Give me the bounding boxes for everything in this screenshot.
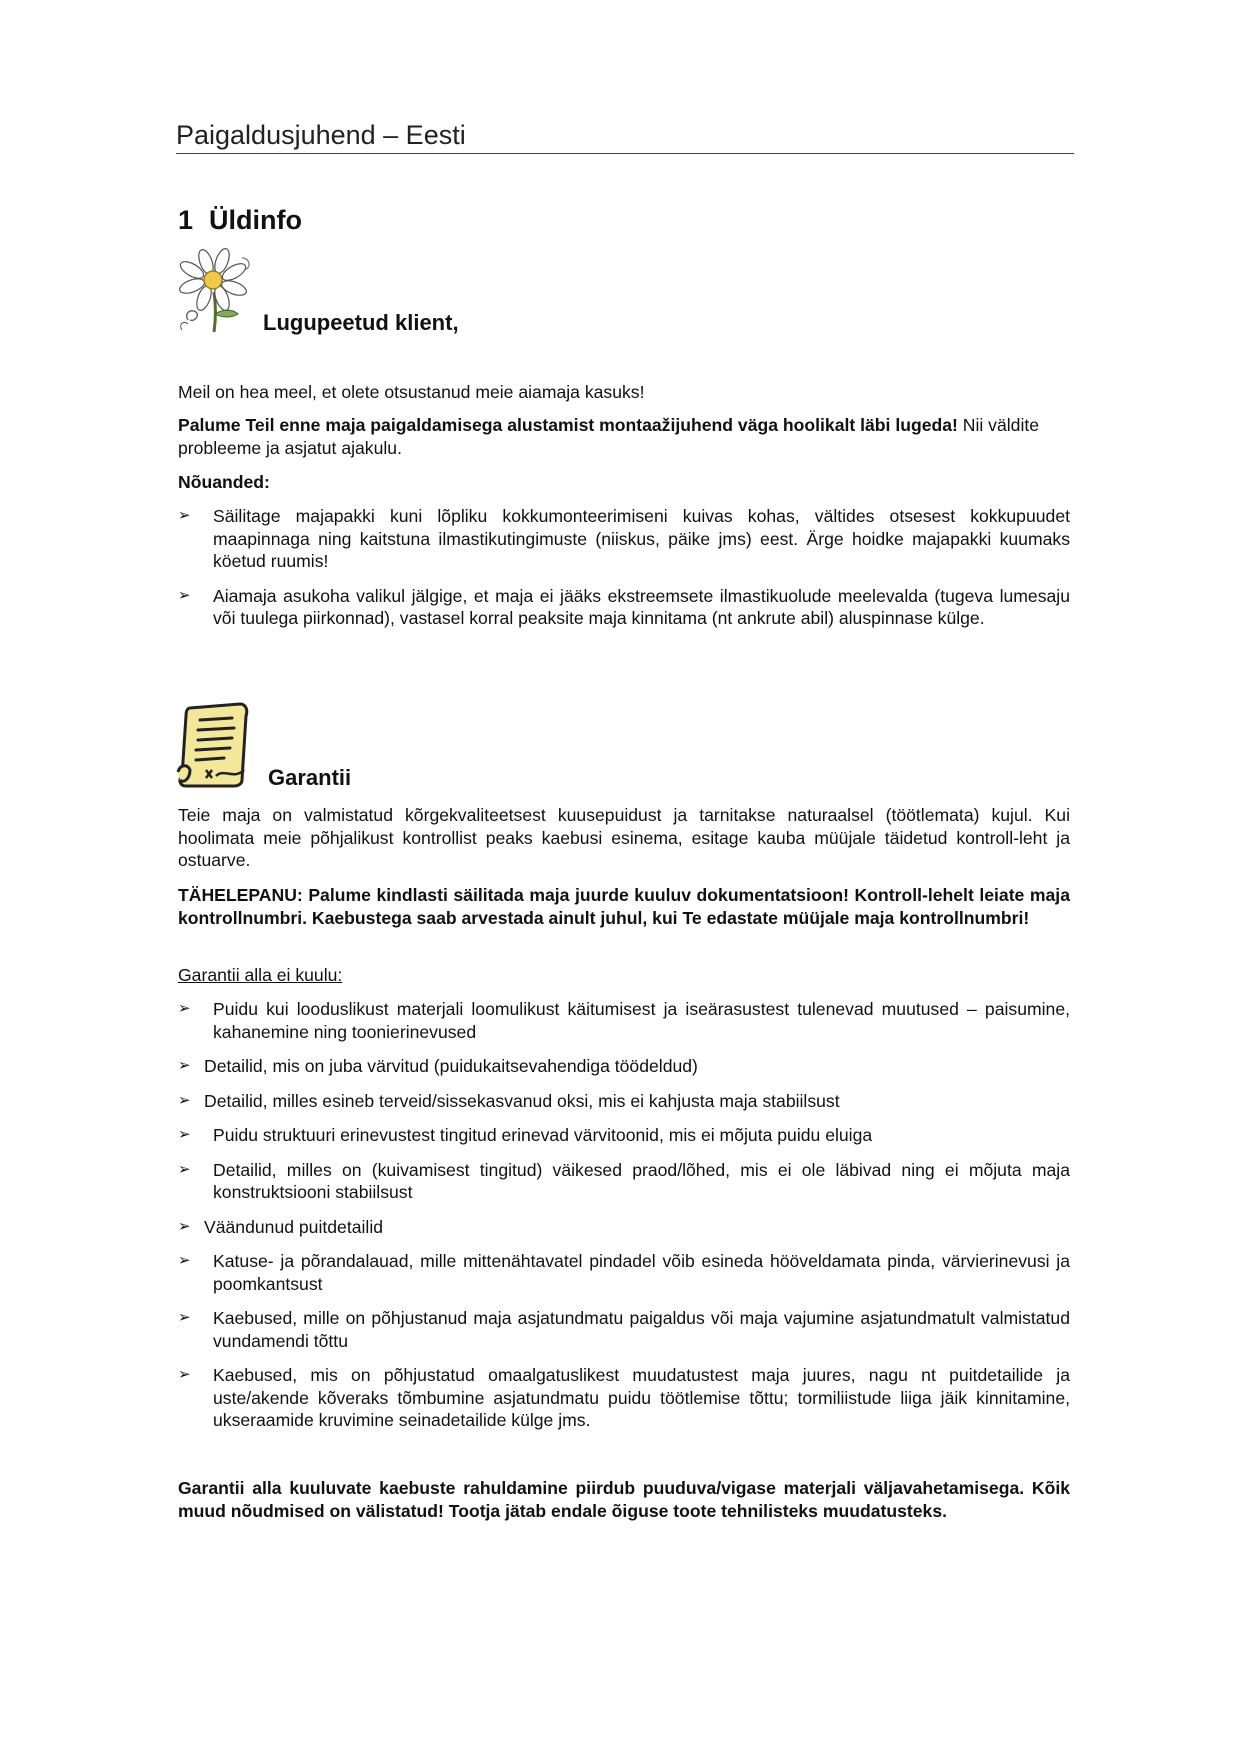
- list-item-text: Kaebused, mis on põhjustatud omaalgatuslikest muudatustest maja juures, nagu nt puitdetailide ja uste/akende kõveraks tõmbumine asjatundmatu puidu töötlemise tõttu; tormiliistude liiga jäik kinnitamine, ukseraamide kruvimine seinadetailide külge jms.: [213, 1365, 1070, 1430]
- section-heading: Üldinfo: [209, 205, 303, 235]
- intro-paragraph-2: [178, 414, 1070, 459]
- list-item: [178, 1364, 1070, 1432]
- arrow-bullet-icon: ➢: [178, 1252, 191, 1269]
- intro-paragraph-1: Meil on hea meel, et olete otsustanud meie aiamaja kasuks!: [178, 382, 645, 402]
- warranty-closing: Garantii alla kuuluvate kaebuste rahuldamine piirdub puuduva/vigase materjali väljavahetamisega. Kõik muud nõudmised on välistatud! Tootja jätab endale õiguse toote tehnilisteks muudatusteks.: [178, 1478, 1070, 1521]
- list-item: [178, 1216, 1070, 1239]
- list-item: [178, 1250, 1070, 1295]
- list-item-text: Puidu struktuuri erinevustest tingitud erinevad värvitoonid, mis ei mõjuta puidu eluiga: [213, 1125, 873, 1145]
- greeting: Lugupeetud klient,: [263, 310, 459, 335]
- document-scroll-icon: [176, 700, 260, 788]
- warranty-paragraph: Teie maja on valmistatud kõrgekvaliteetsest kuusepuidust ja tarnitakse naturaalsel (töötlemata) kujul. Kui hoolimata meie põhjalikust kontrollist peaks kaebusi esinema, esitage kauba müüjale täidetud kontroll-leht ja ostuarve.: [178, 805, 1070, 870]
- list-item: [178, 998, 1070, 1043]
- arrow-bullet-icon: ➢: [178, 1091, 191, 1109]
- page-header: Paigaldusjuhend – Eesti: [176, 120, 1074, 154]
- advice-heading: Nõuanded:: [178, 472, 270, 492]
- list-item: [178, 1055, 1070, 1078]
- warranty-title: Garantii: [268, 765, 352, 790]
- arrow-bullet-icon: ➢: [178, 1309, 191, 1326]
- list-item: [178, 1307, 1070, 1352]
- arrow-bullet-icon: ➢: [178, 507, 191, 524]
- list-item-text: Detailid, mis on juba värvitud (puidukaitsevahendiga töödeldud): [204, 1056, 698, 1076]
- section-title: [178, 205, 302, 236]
- intro-paragraph-2-bold: Palume Teil enne maja paigaldamisega alustamist montaažijuhend väga hoolikalt läbi lugeda!: [178, 415, 958, 435]
- daisy-flower-icon: [176, 248, 256, 334]
- list-item: [178, 505, 1070, 573]
- arrow-bullet-icon: ➢: [178, 1000, 191, 1017]
- list-item-text: Detailid, milles esineb terveid/sissekasvanud oksi, mis ei kahjusta maja stabiilsust: [204, 1090, 840, 1111]
- arrow-bullet-icon: ➢: [178, 1126, 191, 1143]
- section-number: 1: [178, 205, 194, 235]
- list-item-text: Väändunud puitdetailid: [204, 1216, 384, 1237]
- list-item-text: Aiamaja asukoha valikul jälgige, et maja ei jääks ekstreemsete ilmastikuolude meelevalda (tugeva lumesaju või tuulega piirkonnad), vastasel korral peaksite maja kinnitama (nt ankrute abil) aluspinnase külge.: [213, 585, 1070, 628]
- arrow-bullet-icon: ➢: [178, 1057, 191, 1074]
- list-item-text: Kaebused, mille on põhjustanud maja asjatundmatu paigaldus või maja vajumine asjatundmatult valmistatud vundamendi tõttu: [213, 1308, 1070, 1351]
- exclusions-heading: Garantii alla ei kuulu:: [178, 965, 343, 985]
- exclusions-list: [178, 998, 1070, 1432]
- list-item: [178, 1159, 1070, 1204]
- list-item-text: Puidu kui looduslikust materjali loomulikust käitumisest ja iseärasustest tulenevad muutused – paisumine, kahanemine ning toonierinevused: [213, 999, 1070, 1042]
- intro-paragraph-2-rest: Nii väldite probleeme ja asjatut ajakulu.: [178, 415, 1040, 458]
- list-item: [178, 1090, 1070, 1113]
- arrow-bullet-icon: ➢: [178, 1160, 191, 1178]
- arrow-bullet-icon: ➢: [178, 586, 191, 604]
- arrow-bullet-icon: ➢: [178, 1217, 191, 1235]
- list-item-text: Katuse- ja põrandalauad, mille mittenähtavatel pindadel võib esineda hööveldamata pinda, värvierinevusi ja poomkantsust: [213, 1251, 1070, 1294]
- arrow-bullet-icon: ➢: [178, 1366, 191, 1383]
- advice-list: [178, 505, 1070, 630]
- list-item: [178, 1124, 1070, 1147]
- list-item-text: Säilitage majapakki kuni lõpliku kokkumonteerimiseni kuivas kohas, vältides otsesest kokkupuudet maapinnaga ning kaitstuna ilmastikutingimuste (niiskus, päike jms) eest. Ärge hoidke majapakki kuumaks köetud ruumis!: [213, 506, 1070, 571]
- warranty-notice: TÄHELEPANU: Palume kindlasti säilitada maja juurde kuuluv dokumentatsioon! Kontroll-lehelt leiate maja kontrollnumbri. Kaebustega saab arvestada ainult juhul, kui Te edastate müüjale maja kontrollnumbri!: [178, 885, 1070, 928]
- list-item-text: Detailid, milles on (kuivamisest tingitud) väikesed praod/lõhed, mis ei ole läbivad ning ei mõjuta maja konstruktsiooni stabiilsust: [213, 1159, 1070, 1202]
- list-item: [178, 585, 1070, 630]
